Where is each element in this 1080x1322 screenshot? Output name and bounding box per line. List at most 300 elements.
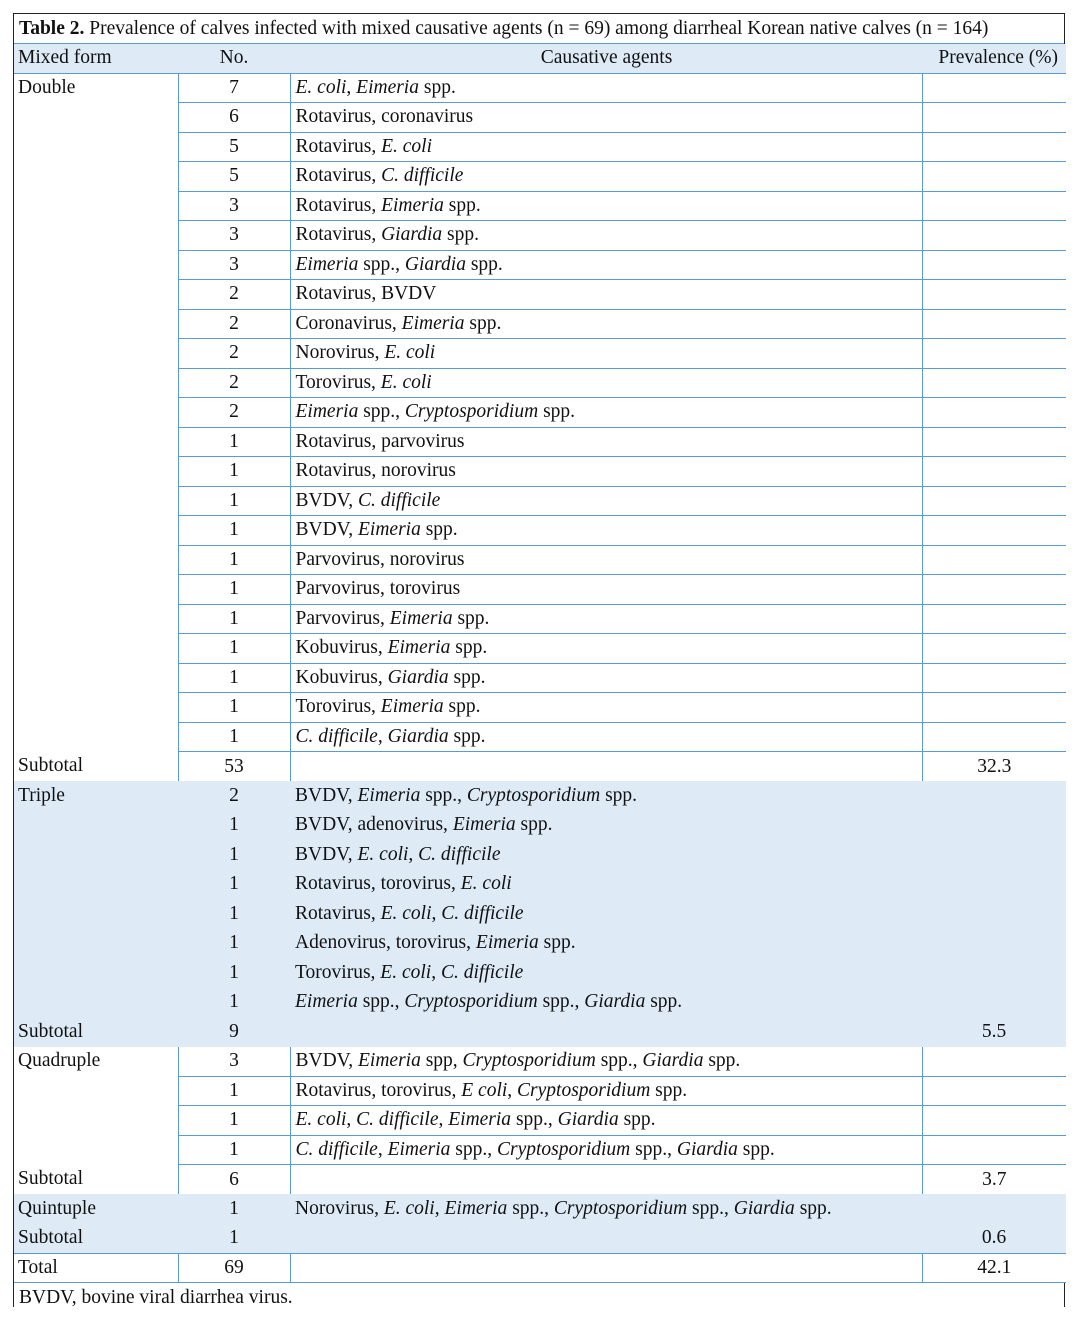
agents-cell [290,73,922,103]
agents-cell [290,1106,922,1136]
subtotal-row [14,1017,1066,1047]
agent-text: Torovirus, [295,961,381,983]
agent-italic-text: Giardia [387,725,449,747]
agent-italic-text: Eimeria [357,784,421,806]
prevalence-cell [922,221,1066,251]
table-row [14,191,1066,221]
count-cell: 5 [178,162,290,192]
table-row [14,427,1066,457]
mixed-form-cell [14,398,178,428]
agent-italic-text: Eimeria [389,607,453,629]
mixed-form-cell [14,368,178,398]
mixed-form-cell [14,604,178,634]
prevalence-cell [922,575,1066,605]
agents-cell [290,339,922,369]
agents-cell [290,457,922,487]
agent-text: spp. [420,519,458,541]
agent-italic-text: Eimeria [295,991,358,1013]
count-cell: 1 [178,722,290,752]
count-cell: 1 [178,1194,290,1224]
agent-text: spp., [630,1138,677,1160]
prevalence-cell [922,604,1066,634]
count-cell: 2 [178,280,290,310]
subtotal-label: Subtotal [14,1165,178,1195]
mixed-form-cell [14,191,178,221]
agent-text: , [431,902,442,924]
subtotal-count: 53 [178,752,290,782]
mixed-form-cell [14,427,178,457]
agent-text: Coronavirus, [295,312,402,334]
mixed-form-cell [14,899,178,929]
table-row [14,1135,1066,1165]
mixed-form-cell [14,103,178,133]
agents-cell [290,899,922,929]
agent-text: Rotavirus, parvovirus [295,430,465,452]
prevalence-cell [922,1194,1066,1224]
agents-cell [290,280,922,310]
mixed-form-cell [14,545,178,575]
count-cell: 1 [178,1106,290,1136]
prevalence-cell [922,103,1066,133]
subtotal-prevalence: 3.7 [922,1165,1066,1195]
agent-text: spp., [357,991,405,1013]
prevalence-cell [922,634,1066,664]
mixed-form-cell [14,840,178,870]
mixed-form-cell: Quadruple [14,1047,178,1077]
agent-italic-text: Cryptosporidium [466,784,601,806]
prevalence-cell [922,486,1066,516]
agent-italic-text: Eimeria [358,1050,421,1071]
agent-text: Rotavirus, torovirus, [295,1079,462,1101]
subtotal-label: Subtotal [14,1017,178,1047]
table-row [14,516,1066,546]
table-row [14,1076,1066,1106]
prevalence-table [14,44,1066,1283]
subtotal-agents [290,752,922,782]
mixed-form-cell [14,1135,178,1165]
agent-text: spp. [418,76,456,98]
table-row [14,309,1066,339]
agents-cell [290,516,922,546]
agent-text: spp. [443,194,481,216]
prevalence-cell [922,840,1066,870]
mixed-form-cell [14,575,178,605]
agent-italic-text: C. difficile [418,843,501,865]
prevalence-cell [922,1106,1066,1136]
table-row [14,663,1066,693]
agent-text: , [431,961,441,983]
agents-cell [290,663,922,693]
prevalence-cell [922,781,1066,811]
agents-cell [290,988,922,1018]
prevalence-cell [922,368,1066,398]
agent-italic-text: E. coli [295,76,347,98]
table-frame [13,13,1065,1307]
header-prevalence: Prevalence (%) [922,44,1066,73]
agent-text: , [507,1079,518,1101]
prevalence-cell [922,988,1066,1018]
agent-italic-text: Eimeria [295,253,359,275]
prevalence-cell [922,693,1066,723]
agents-cell [290,309,922,339]
agent-text: BVDV, [295,519,358,541]
prevalence-cell [922,1047,1066,1077]
count-cell: 6 [178,103,290,133]
agent-text: spp., [687,1197,734,1219]
count-cell: 1 [178,693,290,723]
table-row [14,73,1066,103]
mixed-form-cell [14,162,178,192]
agents-cell [290,634,922,664]
agent-italic-text: E. coli [381,135,432,157]
agents-cell [290,722,922,752]
agent-italic-text: E. coli [295,1109,347,1131]
agent-italic-text: Cryptosporidium [553,1197,688,1219]
prevalence-cell [922,958,1066,988]
agent-italic-text: Eimeria [381,194,444,216]
agent-text: BVDV, [295,784,358,806]
agents-cell [290,693,922,723]
mixed-form-cell [14,958,178,988]
table-row [14,722,1066,752]
agent-italic-text: Eimeria [444,1197,508,1219]
agents-cell [290,1194,922,1224]
agent-italic-text: E. coli [357,843,409,865]
header-causative-agents: Causative agents [290,44,922,73]
table-row [14,781,1066,811]
table-caption-text: Prevalence of calves infected with mixed causative agents (n = 69) among diarrheal Korean native calves (n = 164) [84,18,989,39]
agent-text: spp. [448,725,486,747]
table-row [14,604,1066,634]
agents-cell [290,191,922,221]
agent-text: spp., [420,784,467,806]
mixed-form-cell [14,132,178,162]
table-row [14,368,1066,398]
agent-text: BVDV, [295,489,358,511]
count-cell: 1 [178,899,290,929]
mixed-form-cell: Quintuple [14,1194,178,1224]
agent-italic-text: C. difficile [441,902,524,924]
table-row [14,339,1066,369]
table-body [14,73,1066,1283]
agent-italic-text: Giardia [557,1109,619,1131]
agent-text: spp., [595,1050,643,1071]
agents-cell [290,870,922,900]
agent-text: spp. [515,814,553,836]
agent-text: BVDV, adenovirus, [295,814,453,836]
mixed-form-cell [14,339,178,369]
agent-italic-text: Eimeria [358,519,421,541]
mixed-form-cell [14,988,178,1018]
agent-text: spp. [618,1109,656,1131]
table-row [14,486,1066,516]
agent-text: Rotavirus, [295,194,382,216]
agent-text: spp. [600,784,638,806]
count-cell: 2 [178,339,290,369]
agent-italic-text: Eimeria [387,637,451,659]
agent-text: spp. [650,1079,688,1101]
agent-text: Rotavirus, BVDV [295,283,437,305]
table-row [14,929,1066,959]
table-row [14,398,1066,428]
prevalence-cell [922,280,1066,310]
agent-text: Adenovirus, torovirus, [295,932,476,954]
agent-text: Torovirus, [295,371,381,393]
count-cell: 2 [178,398,290,428]
subtotal-agents [290,1017,922,1047]
table-row [14,988,1066,1018]
agent-italic-text: E. coli [460,873,512,895]
count-cell: 1 [178,457,290,487]
agents-cell [290,958,922,988]
agent-italic-text: Eimeria [475,932,539,954]
agent-italic-text: E. coli [383,1197,435,1219]
agent-italic-text: E. coli [380,902,432,924]
count-cell: 1 [178,604,290,634]
agent-text: Rotavirus, [295,165,382,187]
prevalence-cell [922,811,1066,841]
subtotal-prevalence: 32.3 [922,752,1066,782]
subtotal-count: 1 [178,1224,290,1254]
agent-italic-text: E. coli [384,342,436,364]
prevalence-cell [922,162,1066,192]
mixed-form-cell: Triple [14,781,178,811]
agent-italic-text: C. difficile [295,725,378,747]
table-row [14,575,1066,605]
agent-italic-text: Cryptosporidium [404,401,539,423]
agents-cell [290,840,922,870]
mixed-form-cell [14,1106,178,1136]
agent-text: , [377,1138,388,1160]
agent-italic-text: Giardia [733,1197,795,1219]
count-cell: 1 [178,545,290,575]
agent-italic-text: C. difficile [440,961,524,983]
agent-text: spp., [450,1138,497,1160]
agent-text: spp. [464,312,502,334]
table-caption [14,14,1064,44]
count-cell: 1 [178,1135,290,1165]
agent-italic-text: Cryptosporidium [497,1138,631,1160]
agent-text: spp. [452,607,490,629]
mixed-form-cell [14,722,178,752]
agent-text: spp. [703,1050,741,1071]
table-caption-label: Table 2. [19,18,85,39]
agents-cell [290,250,922,280]
prevalence-cell [922,191,1066,221]
table-row [14,1194,1066,1224]
total-count: 69 [178,1253,290,1283]
agent-text: spp., [507,1197,554,1219]
mixed-form-cell [14,1076,178,1106]
count-cell: 3 [178,250,290,280]
mixed-form-cell [14,457,178,487]
agents-cell [290,132,922,162]
prevalence-cell [922,73,1066,103]
agents-cell [290,398,922,428]
agent-italic-text: Eimeria [295,401,359,423]
total-agents [290,1253,922,1283]
agents-cell [290,162,922,192]
total-row [14,1253,1066,1283]
count-cell: 1 [178,427,290,457]
agent-text: BVDV, [295,1050,358,1071]
agents-cell [290,575,922,605]
agent-text: spp. [737,1138,775,1160]
prevalence-cell [922,339,1066,369]
agent-text: , [346,76,357,98]
count-cell: 1 [178,811,290,841]
agent-italic-text: Giardia [584,991,646,1013]
prevalence-cell [922,1076,1066,1106]
agent-text: spp. [442,224,479,246]
agent-text: spp. [538,932,576,954]
agents-cell [290,1135,922,1165]
count-cell: 1 [178,663,290,693]
agent-text: BVDV, [295,843,358,865]
prevalence-cell [922,1135,1066,1165]
table-row [14,457,1066,487]
table-row [14,870,1066,900]
agent-italic-text: Giardia [404,253,466,275]
total-prevalence: 42.1 [922,1253,1066,1283]
prevalence-cell [922,132,1066,162]
agent-text: Parvovirus, torovirus [295,578,461,600]
agent-italic-text: Eimeria [448,1109,512,1131]
agent-italic-text: E. coli [380,961,432,983]
mixed-form-cell [14,634,178,664]
prevalence-cell [922,545,1066,575]
agents-cell [290,427,922,457]
table-row [14,693,1066,723]
mixed-form-cell [14,516,178,546]
agents-cell [290,811,922,841]
table-row [14,545,1066,575]
prevalence-cell [922,663,1066,693]
agent-text: Rotavirus, torovirus, [295,873,461,895]
agent-text: Norovirus, [295,342,385,364]
table-row [14,103,1066,133]
agent-text: , [408,843,419,865]
mixed-form-cell: Double [14,73,178,103]
count-cell: 1 [178,516,290,546]
prevalence-cell [922,398,1066,428]
agent-text: spp. [645,991,683,1013]
agent-text: , [346,1109,357,1131]
mixed-form-cell [14,250,178,280]
agent-italic-text: C. difficile [295,1138,378,1160]
table-footnote: BVDV, bovine viral diarrhea virus. [14,1283,1064,1312]
agent-italic-text: Cryptosporidium [517,1079,651,1101]
subtotal-label: Subtotal [14,1224,178,1254]
agent-italic-text: Eimeria [452,814,516,836]
count-cell: 2 [178,781,290,811]
agent-text: Torovirus, [295,696,381,718]
mixed-form-cell [14,486,178,516]
header-row [14,44,1066,73]
agent-text: , [377,725,388,747]
table-row [14,958,1066,988]
agent-italic-text: E coli [461,1079,508,1101]
subtotal-row [14,1165,1066,1195]
count-cell: 3 [178,221,290,251]
agent-text: Norovirus, [295,1197,384,1219]
count-cell: 1 [178,634,290,664]
subtotal-row [14,752,1066,782]
prevalence-cell [922,309,1066,339]
mixed-form-cell [14,221,178,251]
agent-italic-text: C. difficile [356,1109,439,1131]
prevalence-cell [922,457,1066,487]
table-row [14,840,1066,870]
table-row [14,280,1066,310]
count-cell: 1 [178,486,290,516]
agent-italic-text: E. coli [380,371,432,393]
subtotal-count: 9 [178,1017,290,1047]
header-no: No. [178,44,290,73]
count-cell: 1 [178,1076,290,1106]
table-row [14,162,1066,192]
mixed-form-cell [14,693,178,723]
agent-text: , [434,1197,445,1219]
count-cell: 1 [178,840,290,870]
agents-cell [290,604,922,634]
count-cell: 1 [178,958,290,988]
prevalence-cell [922,870,1066,900]
agent-italic-text: Cryptosporidium [404,991,538,1013]
table-row [14,250,1066,280]
mixed-form-cell [14,663,178,693]
prevalence-cell [922,722,1066,752]
agents-cell [290,781,922,811]
table-row [14,221,1066,251]
subtotal-prevalence: 0.6 [922,1224,1066,1254]
count-cell: 7 [178,73,290,103]
total-label: Total [14,1253,178,1283]
table-row [14,132,1066,162]
agent-text: spp. [448,666,486,688]
count-cell: 2 [178,368,290,398]
subtotal-prevalence: 5.5 [922,1017,1066,1047]
agent-text: spp., [511,1109,558,1131]
agent-text: Rotavirus, [295,224,382,246]
agent-text: spp. [450,637,488,659]
agent-text: spp. [794,1197,832,1219]
mixed-form-cell [14,280,178,310]
agent-text: , [438,1109,449,1131]
agent-italic-text: Eimeria [401,312,465,334]
agents-cell [290,368,922,398]
prevalence-cell [922,250,1066,280]
count-cell: 1 [178,575,290,605]
agents-cell [290,486,922,516]
agent-italic-text: Giardia [676,1138,738,1160]
agent-text: spp. [538,401,576,423]
agent-italic-text: Eimeria [387,1138,451,1160]
agent-text: Kobuvirus, [295,666,388,688]
agent-italic-text: Giardia [387,666,449,688]
subtotal-agents [290,1224,922,1254]
count-cell: 1 [178,929,290,959]
prevalence-cell [922,427,1066,457]
subtotal-label: Subtotal [14,752,178,782]
mixed-form-cell [14,870,178,900]
agent-italic-text: C. difficile [358,489,441,511]
mixed-form-cell [14,929,178,959]
count-cell: 3 [178,191,290,221]
agent-text: Parvovirus, [295,607,390,629]
count-cell: 1 [178,988,290,1018]
agents-cell [290,545,922,575]
